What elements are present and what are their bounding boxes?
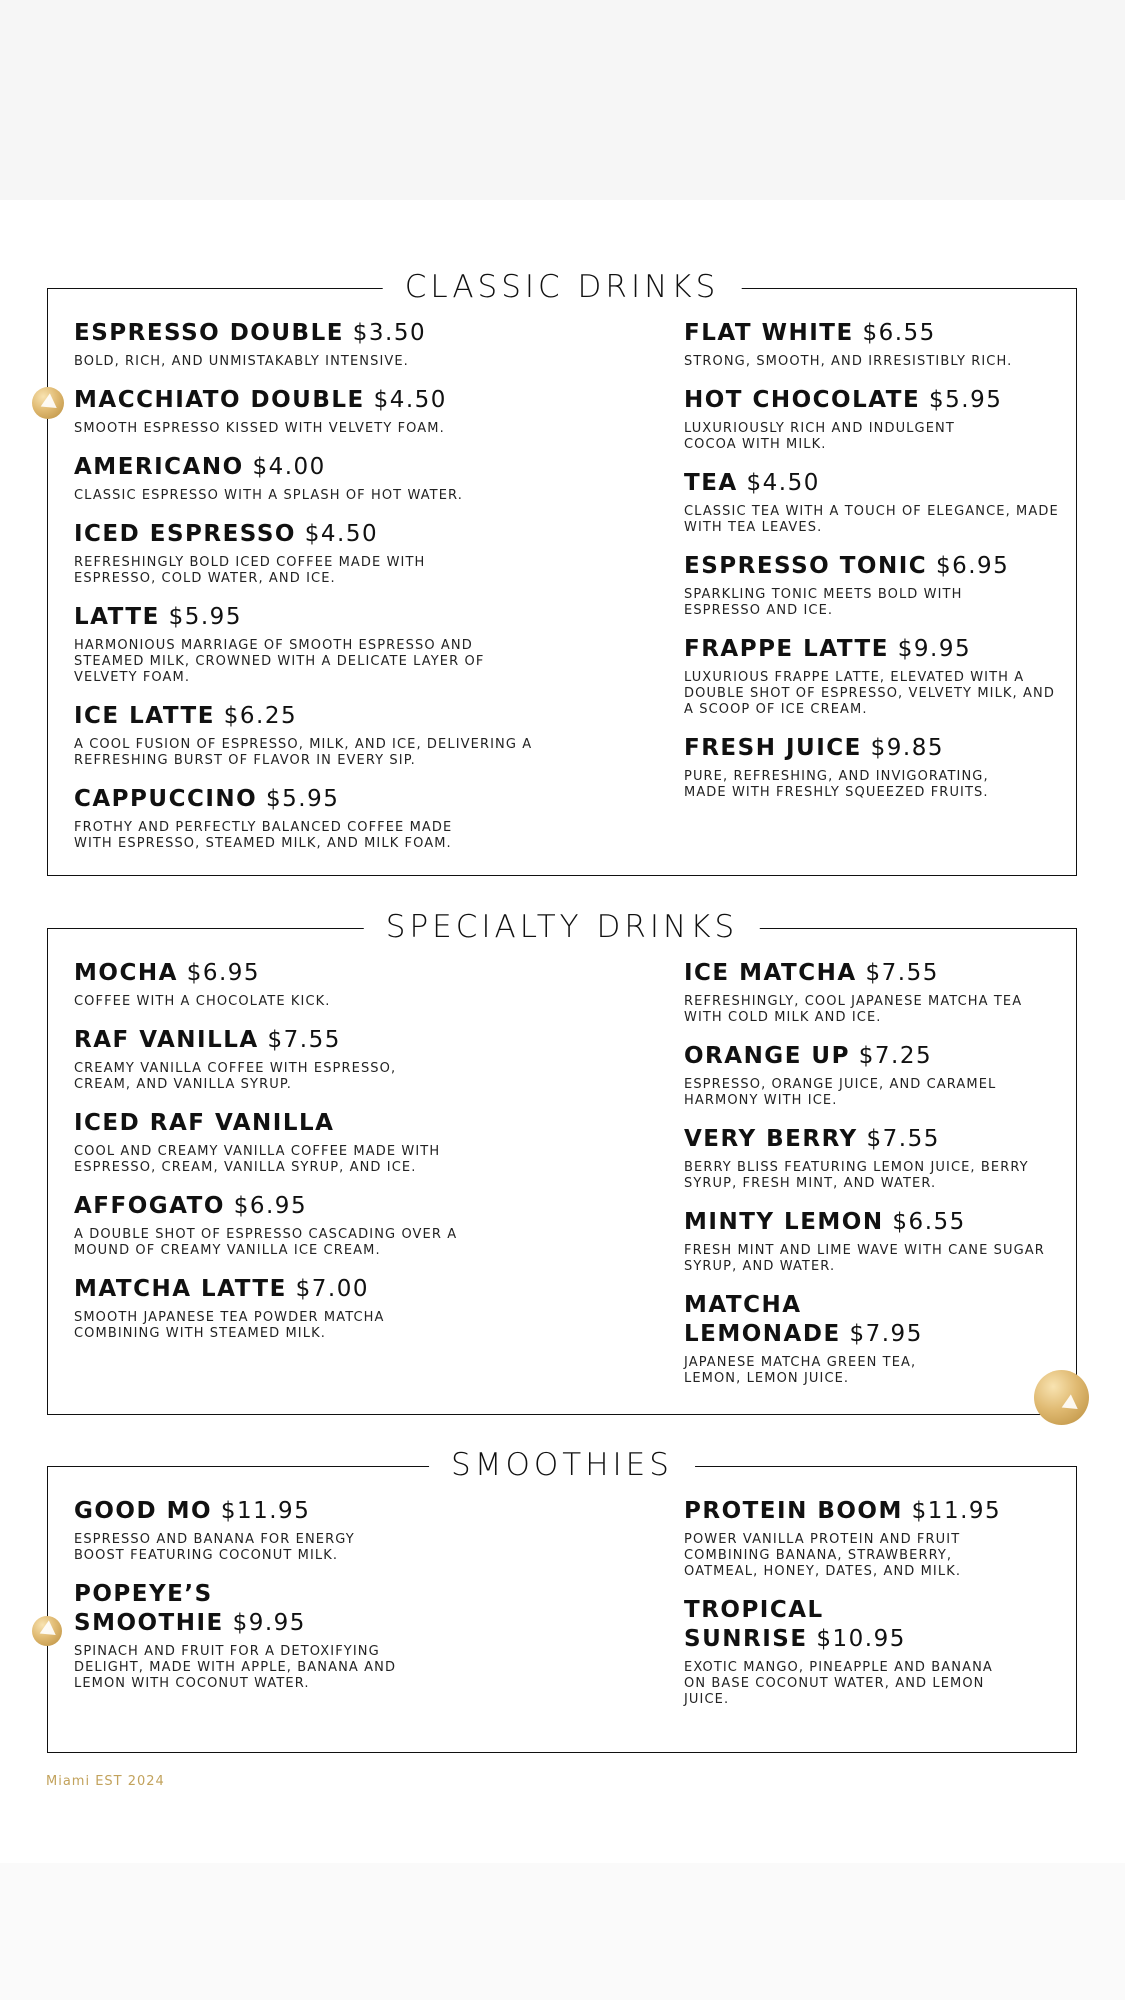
item-price: $6.95 bbox=[186, 960, 261, 986]
item-name: HOT CHOCOLATE bbox=[684, 387, 921, 413]
item-price: $7.55 bbox=[267, 1027, 341, 1053]
item-name: ESPRESSO DOUBLE bbox=[74, 320, 344, 346]
menu-item bbox=[684, 469, 1064, 536]
menu-item bbox=[684, 635, 1064, 718]
item-name: MACCHIATO DOUBLE bbox=[74, 387, 365, 413]
bottom-band bbox=[0, 1863, 1125, 2000]
item-name: ICED RAF VANILLA bbox=[74, 1110, 335, 1136]
gold-emblem-icon bbox=[32, 1616, 62, 1646]
item-name: MOCHA bbox=[74, 960, 178, 986]
menu-item bbox=[74, 1109, 614, 1176]
item-name: ICED ESPRESSO bbox=[74, 521, 296, 547]
menu-item bbox=[74, 1192, 614, 1259]
item-price: $6.55 bbox=[862, 320, 936, 346]
item-price: $7.25 bbox=[858, 1043, 933, 1069]
item-price: $10.95 bbox=[816, 1626, 906, 1652]
menu-item bbox=[74, 1580, 614, 1692]
item-description: A COOL FUSION OF ESPRESSO, MILK, AND ICE, DELIVERING A REFRESHING BURST OF FLAVOR IN EVERY SIP. bbox=[74, 737, 533, 768]
item-price: $4.00 bbox=[252, 454, 326, 480]
item-description: COFFEE WITH A CHOCOLATE KICK. bbox=[74, 994, 331, 1009]
item-description: JAPANESE MATCHA GREEN TEA, LEMON, LEMON JUICE. bbox=[684, 1355, 917, 1386]
menu-item bbox=[684, 1291, 1064, 1387]
menu-item bbox=[684, 319, 1064, 370]
menu-item bbox=[74, 603, 614, 686]
menu-item bbox=[74, 959, 614, 1010]
item-price: $7.95 bbox=[849, 1321, 923, 1347]
item-price: $4.50 bbox=[746, 470, 820, 496]
item-description: REFRESHINGLY, COOL JAPANESE MATCHA TEA WITH COLD MILK AND ICE. bbox=[684, 994, 1023, 1025]
item-price: $11.95 bbox=[220, 1498, 311, 1524]
menu-column-left bbox=[74, 319, 614, 868]
menu-item bbox=[684, 1596, 1064, 1708]
item-name: POPEYE’S SMOOTHIE bbox=[74, 1581, 224, 1636]
menu-item bbox=[684, 1042, 1064, 1109]
item-price: $6.55 bbox=[892, 1209, 966, 1235]
item-description: FRESH MINT AND LIME WAVE WITH CANE SUGAR SYRUP, AND WATER. bbox=[684, 1243, 1045, 1274]
top-band bbox=[0, 0, 1125, 200]
item-description: BOLD, RICH, AND UNMISTAKABLY INTENSIVE. bbox=[74, 354, 409, 369]
item-description: SMOOTH JAPANESE TEA POWDER MATCHA COMBINING WITH STEAMED MILK. bbox=[74, 1310, 385, 1341]
menu-item bbox=[74, 319, 614, 370]
item-price: $7.00 bbox=[295, 1276, 369, 1302]
menu-item bbox=[74, 702, 614, 769]
item-description: ESPRESSO AND BANANA FOR ENERGY BOOST FEATURING COCONUT MILK. bbox=[74, 1532, 355, 1563]
menu-item bbox=[684, 1125, 1064, 1192]
item-price: $5.95 bbox=[168, 604, 242, 630]
item-name: FRAPPE LATTE bbox=[684, 636, 889, 662]
item-name: FLAT WHITE bbox=[684, 320, 854, 346]
item-name: FRESH JUICE bbox=[684, 735, 862, 761]
menu-item bbox=[684, 1497, 1064, 1580]
item-description: A DOUBLE SHOT OF ESPRESSO CASCADING OVER A MOUND OF CREAMY VANILLA ICE CREAM. bbox=[74, 1227, 458, 1258]
item-description: CLASSIC ESPRESSO WITH A SPLASH OF HOT WATER. bbox=[74, 488, 463, 503]
item-price: $6.25 bbox=[223, 703, 298, 729]
item-description: CLASSIC TEA WITH A TOUCH OF ELEGANCE, MADE WITH TEA LEAVES. bbox=[684, 504, 1059, 535]
item-description: POWER VANILLA PROTEIN AND FRUIT COMBINING BANANA, STRAWBERRY, OATMEAL, HONEY, DATES, AND MILK. bbox=[684, 1532, 962, 1579]
item-description: SMOOTH ESPRESSO KISSED WITH VELVETY FOAM. bbox=[74, 421, 445, 436]
menu-item bbox=[74, 453, 614, 504]
item-price: $6.95 bbox=[233, 1193, 308, 1219]
item-description: SPINACH AND FRUIT FOR A DETOXIFYING DELIGHT, MADE WITH APPLE, BANANA AND LEMON WITH COCONUT WATER. bbox=[74, 1644, 397, 1691]
menu-item bbox=[74, 386, 614, 437]
item-description: LUXURIOUSLY RICH AND INDULGENT COCOA WITH MILK. bbox=[684, 421, 955, 452]
item-description: HARMONIOUS MARRIAGE OF SMOOTH ESPRESSO AND STEAMED MILK, CROWNED WITH A DELICATE LAYER OF VELVETY FOAM. bbox=[74, 638, 485, 685]
menu-item bbox=[684, 1208, 1064, 1275]
menu-column-right bbox=[684, 959, 1064, 1403]
item-name: AFFOGATO bbox=[74, 1193, 225, 1219]
item-price: $4.50 bbox=[373, 387, 447, 413]
menu-item bbox=[74, 785, 614, 852]
item-price: $5.95 bbox=[266, 786, 340, 812]
item-price: $6.95 bbox=[935, 553, 1010, 579]
menu-column-right bbox=[684, 1497, 1064, 1724]
item-description: PURE, REFRESHING, AND INVIGORATING, MADE WITH FRESHLY SQUEEZED FRUITS. bbox=[684, 769, 989, 800]
item-name: ICE LATTE bbox=[74, 703, 215, 729]
item-price: $11.95 bbox=[911, 1498, 1002, 1524]
item-price: $7.55 bbox=[865, 960, 939, 986]
item-name: MATCHA LATTE bbox=[74, 1276, 287, 1302]
gold-emblem-icon bbox=[1034, 1370, 1089, 1425]
item-description: REFRESHINGLY BOLD ICED COFFEE MADE WITH ESPRESSO, COLD WATER, AND ICE. bbox=[74, 555, 426, 586]
item-name: GOOD MO bbox=[74, 1498, 213, 1524]
section-title: CLASSIC DRINKS bbox=[383, 265, 742, 309]
menu-item bbox=[74, 1275, 614, 1342]
menu-item bbox=[684, 959, 1064, 1026]
item-description: BERRY BLISS FEATURING LEMON JUICE, BERRY SYRUP, FRESH MINT, AND WATER. bbox=[684, 1160, 1029, 1191]
item-name: MINTY LEMON bbox=[684, 1209, 884, 1235]
section-specialty-drinks bbox=[47, 909, 1077, 1415]
menu-column-left bbox=[74, 1497, 614, 1708]
item-price: $7.55 bbox=[866, 1126, 940, 1152]
section-smoothies bbox=[47, 1447, 1077, 1753]
item-name: MATCHA LEMONADE bbox=[684, 1292, 841, 1347]
item-name: TROPICAL SUNRISE bbox=[684, 1597, 824, 1652]
menu-item bbox=[684, 552, 1064, 619]
item-name: ICE MATCHA bbox=[684, 960, 857, 986]
menu-item bbox=[684, 386, 1064, 453]
item-name: ESPRESSO TONIC bbox=[684, 553, 928, 579]
item-description: COOL AND CREAMY VANILLA COFFEE MADE WITH ESPRESSO, CREAM, VANILLA SYRUP, AND ICE. bbox=[74, 1144, 441, 1175]
menu-item bbox=[74, 1026, 614, 1093]
section-title: SPECIALTY DRINKS bbox=[364, 905, 760, 949]
section-title: SMOOTHIES bbox=[429, 1443, 695, 1487]
gold-emblem-icon bbox=[32, 387, 64, 419]
item-name: PROTEIN BOOM bbox=[684, 1498, 903, 1524]
item-name: AMERICANO bbox=[74, 454, 244, 480]
item-price: $9.95 bbox=[232, 1610, 306, 1636]
item-name: CAPPUCCINO bbox=[74, 786, 258, 812]
item-description: EXOTIC MANGO, PINEAPPLE AND BANANA ON BASE COCONUT WATER, AND LEMON JUICE. bbox=[684, 1660, 993, 1707]
item-price: $5.95 bbox=[929, 387, 1003, 413]
item-price: $9.95 bbox=[897, 636, 972, 662]
item-name: RAF VANILLA bbox=[74, 1027, 259, 1053]
item-description: SPARKLING TONIC MEETS BOLD WITH ESPRESSO AND ICE. bbox=[684, 587, 963, 618]
menu-item bbox=[74, 1497, 614, 1564]
item-name: TEA bbox=[684, 470, 738, 496]
section-classic-drinks bbox=[47, 269, 1077, 876]
menu-item bbox=[74, 520, 614, 587]
item-description: FROTHY AND PERFECTLY BALANCED COFFEE MADE WITH ESPRESSO, STEAMED MILK, AND MILK FOAM. bbox=[74, 820, 453, 851]
footer-note: Miami EST 2024 bbox=[46, 1774, 165, 1789]
menu-column-left bbox=[74, 959, 614, 1358]
item-price: $3.50 bbox=[352, 320, 427, 346]
menu-column-right bbox=[684, 319, 1064, 817]
item-name: VERY BERRY bbox=[684, 1126, 858, 1152]
item-description: STRONG, SMOOTH, AND IRRESISTIBLY RICH. bbox=[684, 354, 1013, 369]
item-name: LATTE bbox=[74, 604, 160, 630]
item-price: $4.50 bbox=[304, 521, 379, 547]
item-description: ESPRESSO, ORANGE JUICE, AND CARAMEL HARMONY WITH ICE. bbox=[684, 1077, 997, 1108]
item-description: LUXURIOUS FRAPPE LATTE, ELEVATED WITH A DOUBLE SHOT OF ESPRESSO, VELVETY MILK, AND A SCOOP OF ICE CREAM. bbox=[684, 670, 1055, 717]
item-description: CREAMY VANILLA COFFEE WITH ESPRESSO, CREAM, AND VANILLA SYRUP. bbox=[74, 1061, 397, 1092]
menu-item bbox=[684, 734, 1064, 801]
item-price: $9.85 bbox=[870, 735, 945, 761]
item-name: ORANGE UP bbox=[684, 1043, 850, 1069]
